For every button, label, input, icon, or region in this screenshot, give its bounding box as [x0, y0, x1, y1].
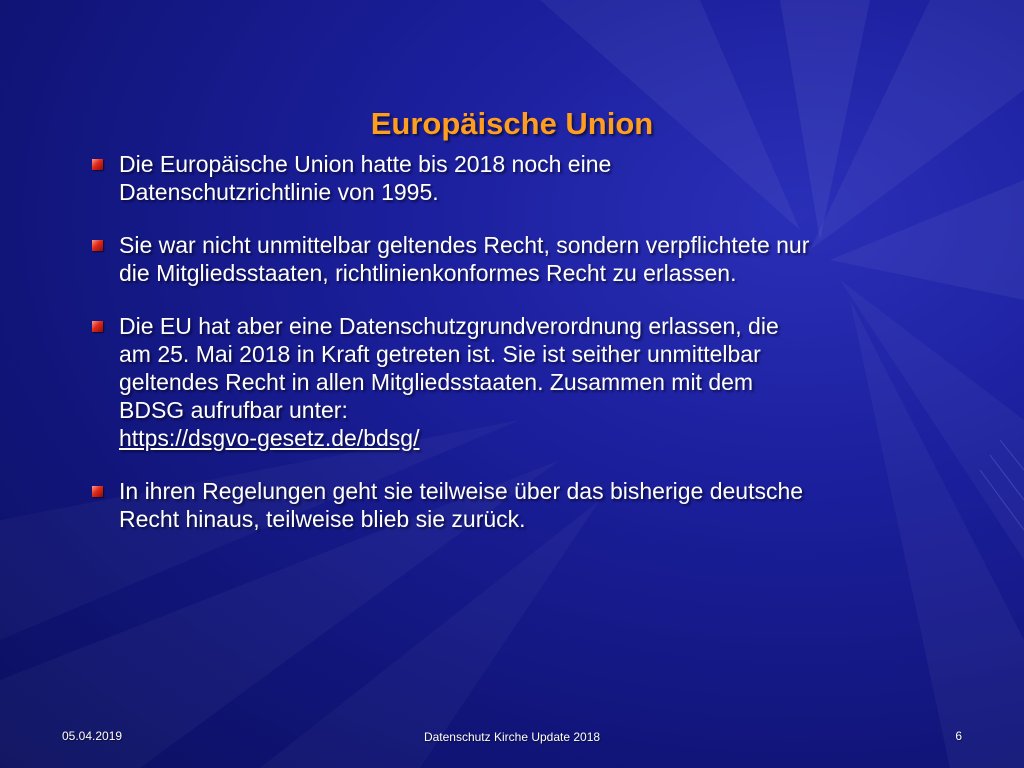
bullet-text-line: geltendes Recht in allen Mitgliedsstaaten. Zusammen mit dem: [119, 369, 754, 395]
bullet-item: [86, 312, 906, 452]
bullet-text-line: Die EU hat aber eine Datenschutzgrundverordnung erlassen, die: [119, 313, 779, 339]
footer-title: Datenschutz Kirche Update 2018: [423, 730, 601, 744]
bullet-text-line: Datenschutzrichtlinie von 1995.: [119, 179, 439, 205]
bullet-marker-icon: [92, 240, 103, 251]
bullet-marker-icon: [92, 321, 103, 332]
bullet-marker-icon: [92, 159, 103, 170]
bullet-text-line: In ihren Regelungen geht sie teilweise über das bisherige deutsche: [119, 478, 804, 504]
bullet-marker-icon: [92, 486, 103, 497]
bullet-text-line: BDSG aufrufbar unter:: [119, 397, 348, 423]
page-number: 6: [955, 729, 962, 743]
bullet-text-line: am 25. Mai 2018 in Kraft getreten ist. Sie ist seither unmittelbar: [119, 341, 761, 367]
bullet-text-line: Die Europäische Union hatte bis 2018 noch eine: [119, 151, 612, 177]
bullet-text-line: die Mitgliedsstaaten, richtlinienkonformes Recht zu erlassen.: [119, 260, 737, 286]
bullet-list: [86, 150, 906, 558]
bullet-item: [86, 231, 906, 287]
bullet-item: [86, 477, 906, 533]
slide-title: Europäische Union: [370, 106, 654, 141]
bullet-text-line: Sie war nicht unmittelbar geltendes Recht, sondern verpflichtete nur: [119, 232, 810, 258]
bullet-text-line: Recht hinaus, teilweise blieb sie zurück.: [119, 506, 526, 532]
footer-date: 05.04.2019: [62, 729, 123, 743]
bullet-item: [86, 150, 906, 206]
bdsg-link[interactable]: https://dsgvo-gesetz.de/bdsg/: [119, 425, 420, 451]
